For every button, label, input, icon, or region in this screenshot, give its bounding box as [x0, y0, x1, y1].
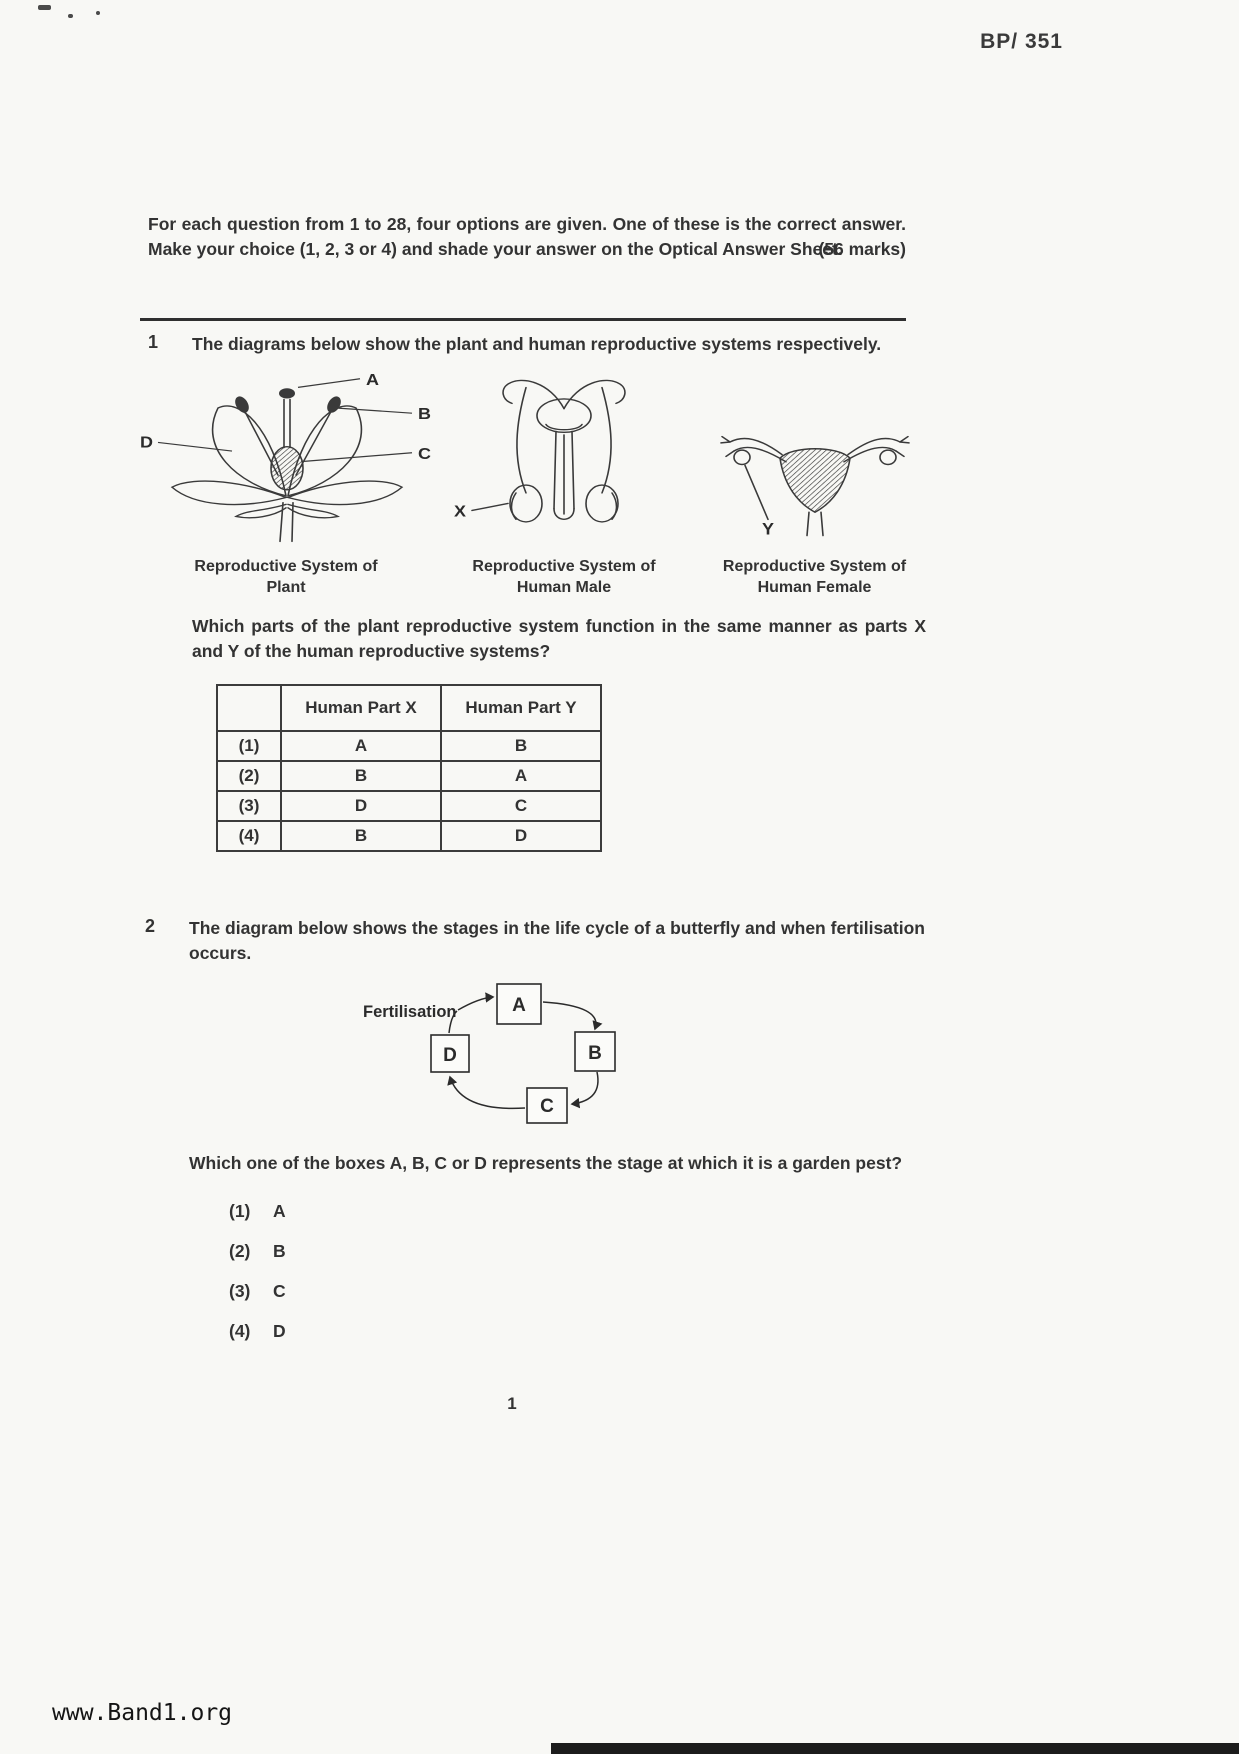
stage-label-a: A	[512, 995, 526, 1016]
plant-caption: Reproductive System of Plant	[194, 558, 378, 596]
stigma-shape	[279, 388, 295, 398]
plant-label-b: B	[418, 405, 431, 423]
option-number: (1)	[229, 1201, 251, 1221]
part-y-cell: A	[441, 761, 601, 791]
option-cell: (2)	[217, 761, 281, 791]
female-label-y: Y	[762, 520, 775, 539]
female-diagram-figure	[712, 415, 917, 598]
scan-edge-bar	[551, 1743, 1239, 1754]
instructions-text: For each question from 1 to 28, four options are given. One of these is the correct answer. Make your choice (1, 2, 3 or 4) and shade your answer on the Optical Answer Sheet.	[148, 214, 906, 259]
ovary-right-shape	[880, 450, 896, 464]
male-label-x: X	[454, 502, 467, 521]
ovary-left-shape	[734, 450, 750, 464]
section-divider	[140, 318, 906, 321]
option-value: A	[273, 1201, 286, 1221]
table-row	[217, 731, 601, 761]
footer-website: www.Band1.org	[52, 1700, 233, 1726]
option-cell: (3)	[217, 791, 281, 821]
butterfly-life-cycle-diagram	[357, 980, 637, 1130]
part-y-cell: D	[441, 821, 601, 851]
y-pointer-line	[745, 465, 768, 519]
question-1-text: Which parts of the plant reproductive system function in the same manner as parts X and Y of the human reproductive systems?	[192, 616, 926, 661]
question-2-number: 2	[145, 916, 156, 936]
stage-label-b: B	[588, 1043, 602, 1064]
option-number: (4)	[229, 1321, 251, 1341]
table-header-row	[217, 685, 601, 731]
option-value: D	[273, 1321, 286, 1341]
question-2	[145, 916, 925, 1360]
question-2-stem: The diagram below shows the stages in the life cycle of a butterfly and when fertilisation occurs.	[189, 918, 925, 963]
plant-label-d: D	[140, 433, 153, 452]
answer-table	[216, 684, 602, 852]
option-value: B	[273, 1241, 286, 1261]
table-row	[217, 791, 601, 821]
male-caption: Reproductive System of Human Male	[472, 558, 656, 596]
anther-left-shape	[232, 395, 251, 415]
ovary-shape	[271, 447, 303, 490]
option-cell: (4)	[217, 821, 281, 851]
marks-label: (56 marks)	[818, 239, 906, 259]
female-caption: Reproductive System of Human Female	[722, 558, 907, 596]
option-row	[229, 1240, 925, 1263]
table-row	[217, 761, 601, 791]
x-pointer-line	[472, 503, 508, 510]
question-1-number: 1	[148, 332, 159, 352]
part-y-cell: B	[441, 731, 601, 761]
col-header-human-part-x: Human Part X	[281, 685, 441, 731]
scan-artifact	[38, 5, 51, 10]
table-corner-cell	[217, 685, 281, 731]
scan-artifact	[96, 11, 100, 15]
question-1	[140, 332, 926, 852]
female-reproductive-diagram	[712, 415, 917, 550]
uterus-shape	[780, 449, 850, 512]
part-x-cell: A	[281, 731, 441, 761]
male-diagram-figure	[450, 370, 678, 598]
anther-right-shape	[324, 395, 343, 415]
col-header-human-part-y: Human Part Y	[441, 685, 601, 731]
paper-reference: BP/ 351	[980, 30, 1063, 53]
part-x-cell: B	[281, 821, 441, 851]
q2-options	[229, 1200, 925, 1343]
question-1-stem: The diagrams below show the plant and human reproductive systems respectively.	[192, 334, 882, 354]
scan-artifact	[68, 14, 73, 18]
table-row	[217, 821, 601, 851]
part-x-cell: B	[281, 761, 441, 791]
stage-label-c: C	[540, 1096, 554, 1117]
q1-diagrams	[136, 365, 926, 598]
plant-label-c: C	[418, 444, 431, 463]
plant-reproductive-diagram	[136, 365, 436, 550]
page-number: 1	[507, 1394, 517, 1413]
part-x-cell: D	[281, 791, 441, 821]
option-number: (3)	[229, 1281, 251, 1301]
plant-label-a: A	[366, 370, 379, 389]
plant-diagram-figure	[136, 365, 436, 598]
option-row	[229, 1280, 925, 1303]
instructions-block	[148, 212, 906, 262]
stage-label-d: D	[443, 1045, 457, 1066]
fertilisation-label: Fertilisation	[363, 1003, 457, 1021]
option-value: C	[273, 1281, 286, 1301]
part-y-cell: C	[441, 791, 601, 821]
life-cycle-diagram-wrap	[357, 980, 925, 1135]
option-cell: (1)	[217, 731, 281, 761]
option-row	[229, 1200, 925, 1223]
question-2-text: Which one of the boxes A, B, C or D represents the stage at which it is a garden pest?	[189, 1153, 903, 1173]
option-row	[229, 1320, 925, 1343]
option-number: (2)	[229, 1241, 251, 1261]
male-reproductive-diagram	[450, 370, 678, 550]
